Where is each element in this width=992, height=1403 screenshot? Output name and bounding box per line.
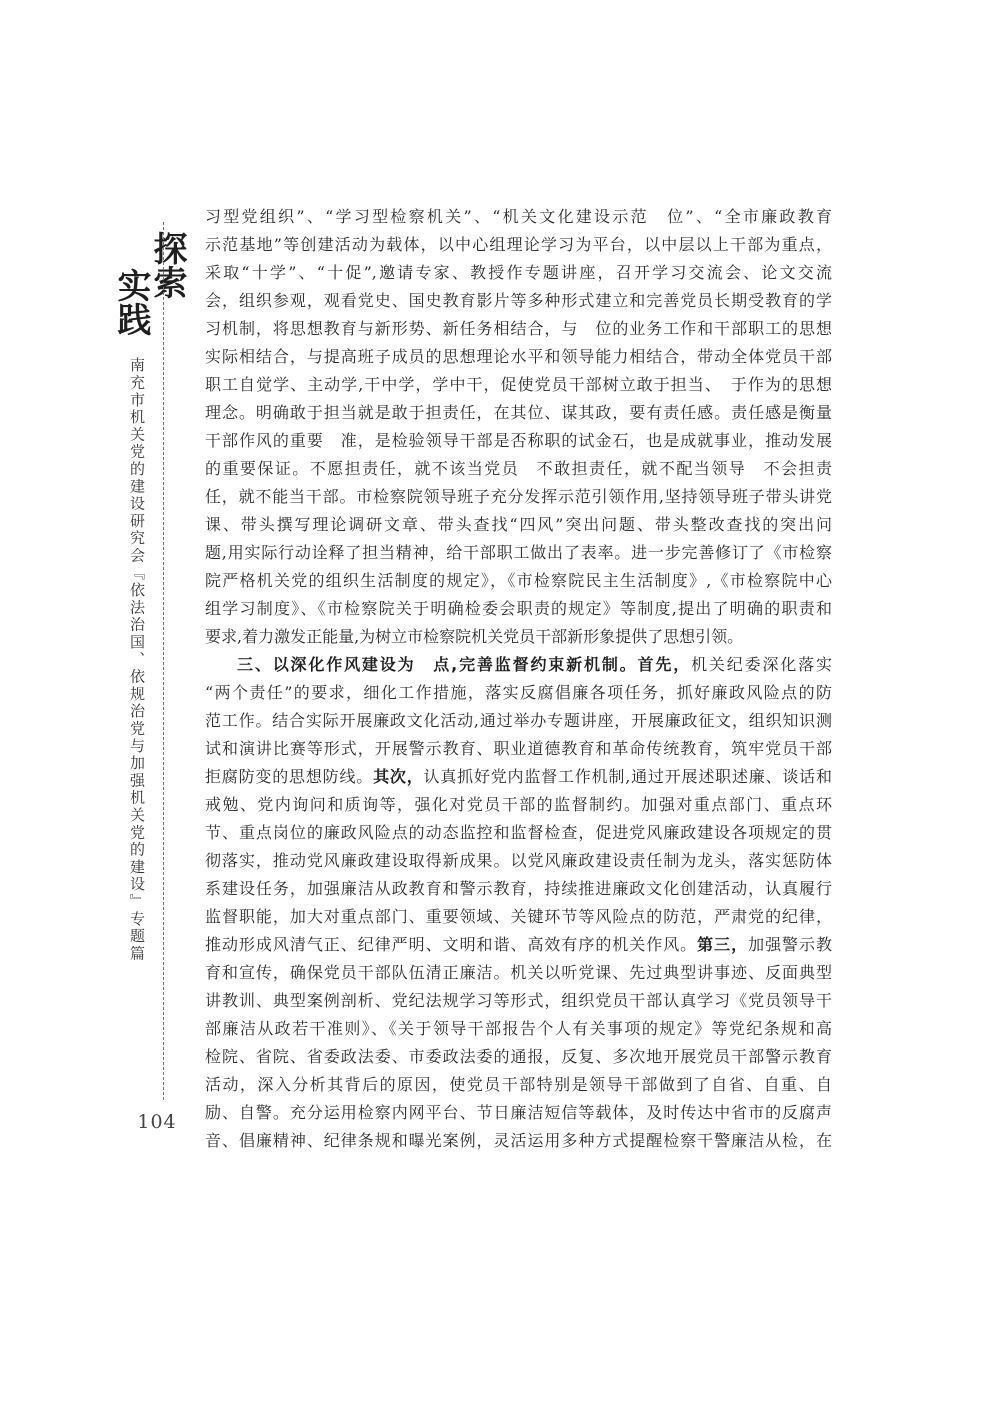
text-line: 实际相结合，与提高班子成员的思想理论水平和领导能力相结合，带动全体党员干部 <box>205 347 832 366</box>
calligraphy-title-right: 探索 <box>147 231 187 299</box>
text-line: 要求,着力激发正能量,为树立市检察院机关党员干部新形象提供了思想引领。 <box>205 627 744 646</box>
text-line: 的重要保证。不愿担责任，就不该当党员 不敢担责任，就不配当领导 不会担责 <box>205 459 832 478</box>
text-line: 活动，深入分析其背后的原因，使党员干部特别是领导干部做到了自省、自重、自 <box>205 1075 832 1094</box>
paragraph <box>205 651 832 1155</box>
text-line: 监督职能，加大对重点部门、重要领域、关键环节等风险点的防范，严肃党的纪律， <box>205 907 832 926</box>
series-title-vertical: 南充市机关党的建设研究会『依法治国、依规治党与加强机关党的建设』专题篇 <box>128 357 146 963</box>
text-line: 范工作。结合实际开展廉政文化活动,通过举办专题讲座，开展廉政征文，组织知识测 <box>205 711 832 730</box>
paragraph <box>205 203 832 651</box>
text-line <box>205 931 832 959</box>
text-line: 习型党组织”、“学习型检察机关”、“机关文化建设示范 位”、“全市廉政教育 <box>205 207 832 226</box>
text-line: 题,用实际行动诠释了担当精神，给干部职工做出了表率。进一步完善修订了《市检察 <box>205 543 832 562</box>
text-line: 习机制，将思想教育与新形势、新任务相结合，与 位的业务工作和干部职工的思想 <box>205 319 832 338</box>
text-line: 组学习制度》、《市检察院关于明确检委会职责的规定》等制度,提出了明确的职责和 <box>205 599 832 618</box>
text-line <box>205 763 832 791</box>
text-line: 讲教训、典型案例剖析、党纪法规学习等形式，组织党员干部认真学习《党员领导干 <box>205 991 832 1010</box>
text-line: 系建设任务，加强廉洁从政教育和警示教育，持续推进廉政文化创建活动，认真履行 <box>205 879 832 898</box>
calligraphy-title-left: 实践 <box>111 268 151 336</box>
text-line: 理念。明确敢于担当就是敢于担责任，在其位、谋其政，要有责任感。责任感是衡量 <box>205 403 832 422</box>
text-line: 音、倡廉精神、纪律条规和曝光案例，灵活运用多种方式提醒检察干警廉洁从检，在 <box>205 1131 832 1150</box>
text-line: 检院、省院、省委政法委、市委政法委的通报，反复、多次地开展党员干部警示教育 <box>205 1047 832 1066</box>
text-line <box>205 651 832 679</box>
text-line: 节、重点岗位的廉政风险点的动态监控和监督检查，促进党风廉政建设各项规定的贯 <box>205 823 832 842</box>
text-line: 采取“十学”、“十促”,邀请专家、教授作专题讲座，召开学习交流会、论文交流 <box>205 263 832 282</box>
text-line: 示范基地”等创建活动为载体，以中心组理论学习为平台，以中层以上干部为重点， <box>205 235 832 254</box>
text-line: 职工自觉学、主动学,干中学，学中干，促使党员干部树立敢于担当、 于作为的思想 <box>205 375 832 394</box>
page-number: 104 <box>137 1111 177 1133</box>
text-line: 会，组织参观，观看党史、国史教育影片等多种形式建立和完善党员长期受教育的学 <box>205 291 832 310</box>
text-line: 戒勉、党内询问和质询等，强化对党员干部的监督制约。加强对重点部门、重点环 <box>205 795 832 814</box>
text-line: 部廉洁从政若干准则》、《关于领导干部报告个人有关事项的规定》等党纪条规和高 <box>205 1019 832 1038</box>
text-line: 课、带头撰写理论调研文章、带头查找“四风”突出问题、带头整改查找的突出问 <box>205 515 832 534</box>
text-line: 干部作风的重要 准，是检验领导干部是否称职的试金石，也是成就事业，推动发展 <box>205 431 832 450</box>
text-line: 彻落实，推动党风廉政建设取得新成果。以党风廉政建设责任制为龙头，落实惩防体 <box>205 851 832 870</box>
bold-run: 第三， <box>697 935 749 954</box>
dashed-margin-rule <box>163 222 164 1100</box>
text-line: 育和宣传，确保党员干部队伍清正廉洁。机关以听党课、先过典型讲事迹、反面典型 <box>205 963 832 982</box>
text-line: 院严格机关党的组织生活制度的规定》，《市检察院民主生活制度》,《市检察院中心 <box>205 571 832 590</box>
text-line: 任，就不能当干部。市检察院领导班子充分发挥示范引领作用,坚持领导班子带头讲党 <box>205 487 832 506</box>
text-line: 励、自警。充分运用检察内网平台、节日廉洁短信等载体，及时传达中省市的反腐声 <box>205 1103 832 1122</box>
text-run: 认真抓好党内监督工作机制,通过开展述职述廉、谈话和 <box>423 767 832 786</box>
text-line: “两个责任”的要求，细化工作措施，落实反腐倡廉各项任务，抓好廉政风险点的防 <box>205 683 832 702</box>
text-line: 试和演讲比赛等形式，开展警示教育、职业道德教育和革命传统教育，筑牢党员干部 <box>205 739 832 758</box>
bold-run: 其次， <box>373 767 424 786</box>
bold-heading-run: 三、以深化作风建设为 点,完善监督约束新机制。首先， <box>237 655 692 674</box>
body-text <box>205 203 832 1155</box>
text-run: 推动形成风清气正、纪律严明、文明和谐、高效有序的机关作风。 <box>205 935 698 954</box>
text-run: 机关纪委深化落实 <box>691 655 832 674</box>
text-run: 加强警示教 <box>748 935 832 954</box>
text-run: 拒腐防变的思想防线。 <box>205 767 374 786</box>
